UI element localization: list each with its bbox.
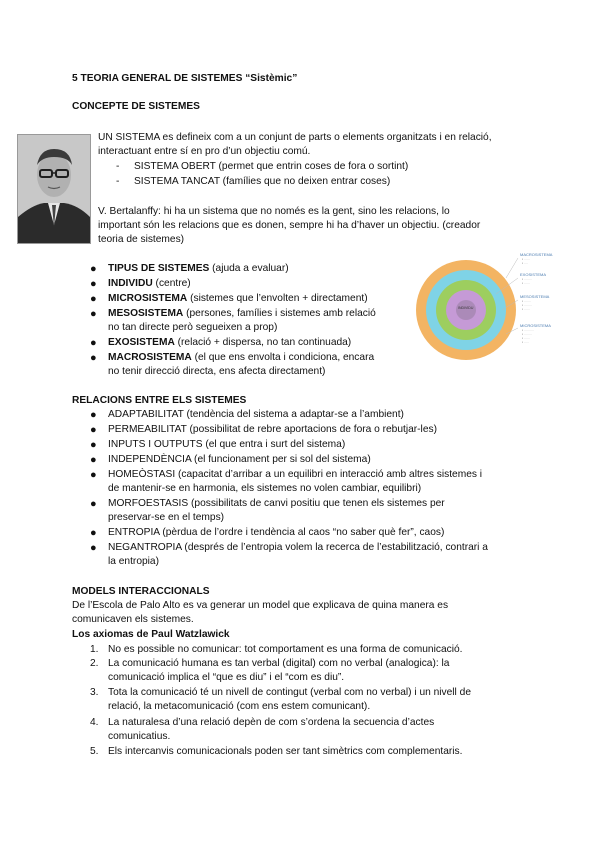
dash-bullet: - bbox=[116, 176, 120, 187]
tipus-description: (ajuda a evaluar) bbox=[209, 263, 289, 274]
individu-label: INDIVIDU bbox=[458, 306, 474, 310]
bertalanffy-line-1: V. Bertalanffy: hi ha un sistema que no només es la gent, sino les relacions, lo bbox=[98, 206, 450, 217]
relacio-item: PERMEABILITAT (possibilitat de rebre aportacions de fora o rebutjar-les) bbox=[108, 424, 437, 435]
relacio-item: ENTROPIA (pèrdua de l’ordre i tendència al caos “no saber què fer”, caos) bbox=[108, 527, 445, 538]
tipus-label: TIPUS DE SISTEMES bbox=[108, 263, 210, 274]
bullet-dot: ● bbox=[90, 454, 97, 466]
bullet-dot: ● bbox=[90, 469, 97, 481]
tipus-description: (el que ens envolta i condiciona, encara bbox=[191, 352, 375, 363]
relacio-item-continuation: la entropia) bbox=[108, 556, 159, 567]
tipus-label: EXOSISTEMA bbox=[108, 337, 175, 348]
label-detail-lines: ▪ ········ ▪ ······ bbox=[522, 277, 532, 285]
label-detail-lines: ▪ ·········· ▪ ········ ▪ ······ ▪ ····· bbox=[522, 328, 534, 344]
axiom-item-continuation: relació, la metacomunicació (com ens estem comunicant). bbox=[108, 701, 371, 712]
bertalanffy-line-2: important són les relacions que es donen, sempre hi ha d’haver un objectiu. (creador bbox=[98, 220, 481, 231]
bullet-dot: ● bbox=[90, 308, 97, 320]
document-title: 5 TEORIA GENERAL DE SISTEMES “Sistèmic” bbox=[72, 73, 298, 84]
tipus-item bbox=[108, 336, 351, 350]
tipus-item bbox=[108, 292, 368, 306]
axiom-number: 2. bbox=[90, 658, 99, 669]
models-intro-line-2: comunicaven els sistemes. bbox=[72, 614, 194, 625]
axiom-number: 3. bbox=[90, 687, 99, 698]
axiom-number: 4. bbox=[90, 717, 99, 728]
tipus-description: (persones, famílies i sistemes amb relació bbox=[183, 308, 376, 319]
ecological-systems-diagram bbox=[414, 248, 592, 378]
tipus-description: (relació + dispersa, no tan continuada) bbox=[174, 337, 352, 348]
bullet-dot: ● bbox=[90, 293, 97, 305]
macrosistema-label: MACROSISTEMA bbox=[520, 252, 553, 257]
models-intro-line-1: De l’Escola de Palo Alto es va generar un model que explicava de quina manera es bbox=[72, 600, 449, 611]
tipus-label: MESOSISTEMA bbox=[108, 308, 184, 319]
tipus-description: (centre) bbox=[152, 278, 191, 289]
tipus-label: INDIVIDU bbox=[108, 278, 153, 289]
portrait-image bbox=[18, 135, 90, 243]
microsistema-label: MICROSISTEMA bbox=[520, 323, 551, 328]
axiom-item: La naturalesa d’una relació depèn de com s’ordena la secuencia d’actes bbox=[108, 717, 435, 728]
tipus-label: MICROSISTEMA bbox=[108, 293, 188, 304]
bullet-dot: ● bbox=[90, 278, 97, 290]
relacio-item: INPUTS I OUTPUTS (el que entra i surt del sistema) bbox=[108, 439, 346, 450]
sistema-tancat-item: SISTEMA TANCAT (famílies que no deixen entrar coses) bbox=[134, 176, 391, 187]
bullet-dot: ● bbox=[90, 439, 97, 451]
bullet-dot: ● bbox=[90, 527, 97, 539]
axiomes-heading: Los axiomas de Paul Watzlawick bbox=[72, 629, 230, 640]
relacio-item-continuation: preservar-se en el temps) bbox=[108, 512, 225, 523]
tipus-item bbox=[108, 277, 191, 291]
exosistema-label: EXOSISTEMA bbox=[520, 272, 547, 277]
tipus-item-continuation: no tan directe però segueixen a prop) bbox=[108, 322, 278, 333]
bullet-dot: ● bbox=[90, 337, 97, 349]
label-detail-lines: ▪ ······· ▪ ········ ▪ ······ bbox=[522, 299, 532, 311]
tipus-item bbox=[108, 351, 374, 365]
relacio-item-continuation: de mantenir-se en harmonia, els sistemes no volen cambiar, equilibri) bbox=[108, 483, 422, 494]
rings-svg bbox=[414, 248, 592, 378]
label-detail-lines: ▪ ······ ▪ ···· bbox=[522, 257, 530, 265]
bullet-dot: ● bbox=[90, 542, 97, 554]
bullet-dot: ● bbox=[90, 352, 97, 364]
mesosistema-label: MESOSISTEMA bbox=[520, 294, 550, 299]
relacio-item: ADAPTABILITAT (tendència del sistema a adaptar-se a l’ambient) bbox=[108, 409, 404, 420]
relacio-item: MORFOESTASIS (possibilitats de canvi positiu que tenen els sistemes per bbox=[108, 498, 445, 509]
bullet-dot: ● bbox=[90, 409, 97, 421]
bertalanffy-line-3: teoria de sistemes) bbox=[98, 234, 185, 245]
relacio-item: HOMEÒSTASI (capacitat d’arribar a un equilibri en interacció amb altres sistemes i bbox=[108, 469, 483, 480]
axiom-number: 5. bbox=[90, 746, 99, 757]
bullet-dot: ● bbox=[90, 263, 97, 275]
concepte-intro-line-1: UN SISTEMA es defineix com a un conjunt de parts o elements organitzats i en relació, bbox=[98, 132, 492, 143]
axiom-item: Els intercanvis comunicacionals poden ser tant simètrics com complementaris. bbox=[108, 746, 463, 757]
models-heading: MODELS INTERACCIONALS bbox=[72, 586, 210, 597]
axiom-item-continuation: comunicatius. bbox=[108, 731, 171, 742]
relacions-heading: RELACIONS ENTRE ELS SISTEMES bbox=[72, 395, 247, 406]
tipus-item bbox=[108, 262, 289, 276]
axiom-item-continuation: comunicació implica el “que es diu” i el “com es diu”. bbox=[108, 672, 345, 683]
tipus-label: MACROSISTEMA bbox=[108, 352, 192, 363]
relacio-item: INDEPENDÈNCIA (el funcionament per si sol del sistema) bbox=[108, 454, 371, 465]
axiom-item: La comunicació humana es tan verbal (digital) com no verbal (analogica): la bbox=[108, 658, 450, 669]
axiom-item: Tota la comunicació té un nivell de contingut (verbal com no verbal) i un nivell de bbox=[108, 687, 471, 698]
axiom-item: No es possible no comunicar: tot comportament es una forma de comunicació. bbox=[108, 644, 463, 655]
bullet-dot: ● bbox=[90, 424, 97, 436]
tipus-item-continuation: no tenir direcció directa, ens afecta directament) bbox=[108, 366, 326, 377]
dash-bullet: - bbox=[116, 161, 120, 172]
concepte-heading: CONCEPTE DE SISTEMES bbox=[72, 101, 200, 112]
concepte-intro-line-2: interactuant entre sí en pro d’un objectiu comú. bbox=[98, 146, 311, 157]
relacio-item: NEGANTROPIA (després de l’entropia volem la recerca de l’estabilització, contrari a bbox=[108, 542, 488, 553]
axiom-number: 1. bbox=[90, 644, 99, 655]
tipus-item bbox=[108, 307, 376, 321]
bullet-dot: ● bbox=[90, 498, 97, 510]
bertalanffy-portrait bbox=[17, 134, 91, 244]
individu-core bbox=[456, 300, 476, 320]
tipus-description: (sistemes que l’envolten + directament) bbox=[187, 293, 368, 304]
sistema-obert-item: SISTEMA OBERT (permet que entrin coses de fora o sortint) bbox=[134, 161, 409, 172]
